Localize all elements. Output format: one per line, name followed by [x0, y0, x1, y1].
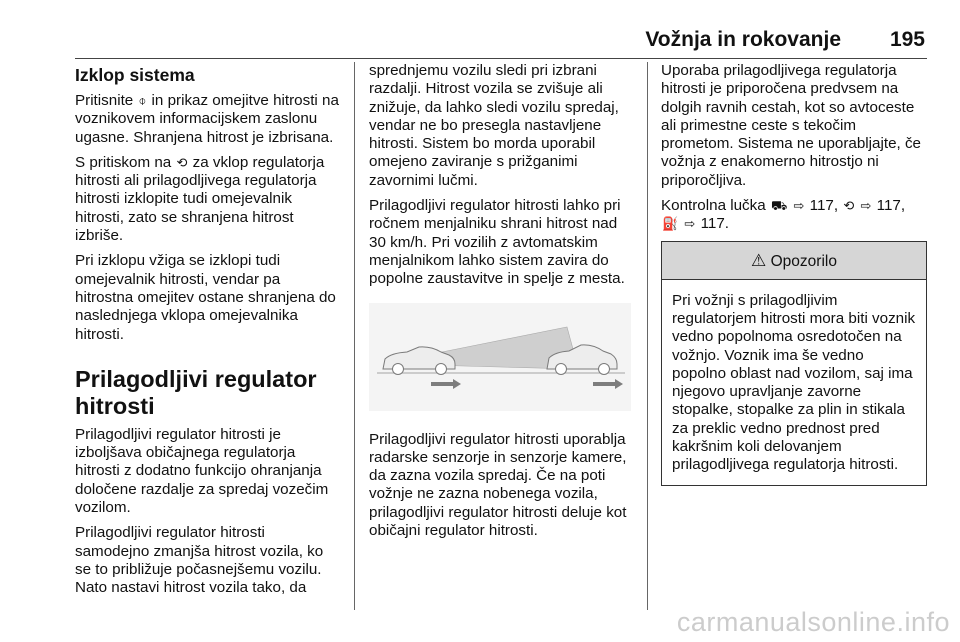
warning-title: Opozorilo: [770, 252, 837, 270]
watermark: carmanualsonline.info: [676, 607, 950, 637]
arrow-icon: [431, 379, 461, 389]
column-divider: [647, 62, 648, 610]
warning-box: [661, 241, 927, 486]
acc-illustration-svg: [369, 303, 631, 411]
paragraph: Prilagodljivi regulator hitrosti je izboljšava običajnega regulatorja hitrosti z dodatno funkcijo ohranjanja določene razdalje za spredaj vozečim vozilom.: [75, 425, 329, 517]
chapter-heading: Prilagodljivi regulator hitrosti: [75, 365, 317, 419]
paragraph-text: za vklop regulatorja hitrosti ali prilagodljivega regulatorja hitrosti izklopite tudi omejevalnik hitrosti, zato se shranjena hitrost izbriše.: [75, 153, 325, 245]
adaptive-cruise-icon: ⛽: [662, 216, 679, 232]
page-reference: 117.: [700, 215, 729, 233]
paragraph: Pri izklopu vžiga se izklopi tudi omejevalnik hitrosti, vendar pa hitrostna omejitev ostane shranjena do naslednjega vklopa omejevalnika hitrosti.: [75, 252, 336, 343]
acc-illustration: [369, 303, 631, 411]
paragraph: [661, 197, 927, 234]
warning-header: [662, 242, 926, 280]
reference-arrow-icon: ⇨: [860, 198, 872, 214]
column-middle: [369, 62, 633, 547]
paragraph: Prilagodljivi regulator hitrosti uporablja radarske senzorje in senzorje kamere, da zazna vozila spredaj. Če na poti vožnje ne zazna nobenega vozila, prilagodljivi regulator hitrosti deluje kot običajni regulator hitrosti.: [369, 430, 627, 540]
reference-arrow-icon: ⇨: [793, 198, 805, 214]
cruise-control-icon: ⟲: [843, 198, 855, 214]
page-number: 195: [889, 28, 925, 51]
warning-text: Pri vožnji s prilagodljivim regulatorjem hitrosti mora biti voznik vedno popolnoma osredotočen na vožnjo. Voznik ima še vedno popolno oblast nad vozilom, saj ima njegovo upravljanje zavorne stopalke, stopalke za plin in stikala za preklic vedno prednost pred kakršnim koli delovanjem prilagodljivega regulatorja hitrosti.: [672, 291, 916, 474]
paragraph: Prilagodljivi regulator hitrosti samodejno zmanjša hitrost vozila, ko se to približuje počasnejšemu vozilu. Nato nastavi hitrost vozila tako, da: [75, 524, 324, 597]
page-header: [75, 28, 927, 59]
arrow-icon: [593, 379, 623, 389]
paragraph: Prilagodljivi regulator hitrosti lahko pri ročnem menjalniku shrani hitrost nad 30 km/h. Pri vozilih z avtomatskim menjalnikom lahko sistem zavira do popolne zaustavitve in spelje z mesta.: [369, 197, 625, 288]
subheading-izklop: Izklop sistema: [75, 65, 195, 85]
paragraph: [75, 92, 341, 147]
car-icon: ⛟: [770, 198, 788, 214]
paragraph-text: Pritisnite: [75, 92, 134, 109]
column-divider: [354, 62, 355, 610]
paragraph: [75, 154, 341, 245]
paragraph: sprednjemu vozilu sledi pri izbrani razdalji. Hitrost vozila se zvišuje ali znižuje, da lahko sledi vozilu spredaj, vendar ne bo presegla nastavljene hitrosti. Sistem bo morda uporabil omejeno zaviranje s prižganimi zavornimi lučmi.: [369, 62, 619, 189]
page-reference: 117,: [809, 197, 839, 215]
warning-icon: ⚠: [751, 250, 767, 270]
paragraph: Uporaba prilagodljivega regulatorja hitrosti je priporočena predvsem na dolgih ravnih cestah, kot so avtoceste ali primestne ceste s tekočim prometom. Sistema ne uporabljajte, če vožnja z enakomerno hitrostjo ni priporočljiva.: [661, 62, 922, 189]
ego-car: [383, 346, 455, 374]
paragraph-text: Kontrolna lučka: [661, 197, 766, 215]
column-right: [661, 62, 927, 486]
column-left: [75, 62, 341, 605]
reference-arrow-icon: ⇨: [684, 216, 696, 232]
section-title: Vožnja in rokovanje: [645, 28, 841, 51]
cruise-control-icon: ⟲: [176, 154, 188, 170]
page-reference: 117,: [876, 197, 906, 215]
paragraph-text: S pritiskom na: [75, 153, 172, 171]
speed-limiter-icon: ⌽: [138, 93, 147, 108]
paragraph-text: in prikaz omejitve hitrosti na voznikovem informacijskem zaslonu ugasne. Shranjena hitrost je izbrisana.: [75, 92, 339, 146]
